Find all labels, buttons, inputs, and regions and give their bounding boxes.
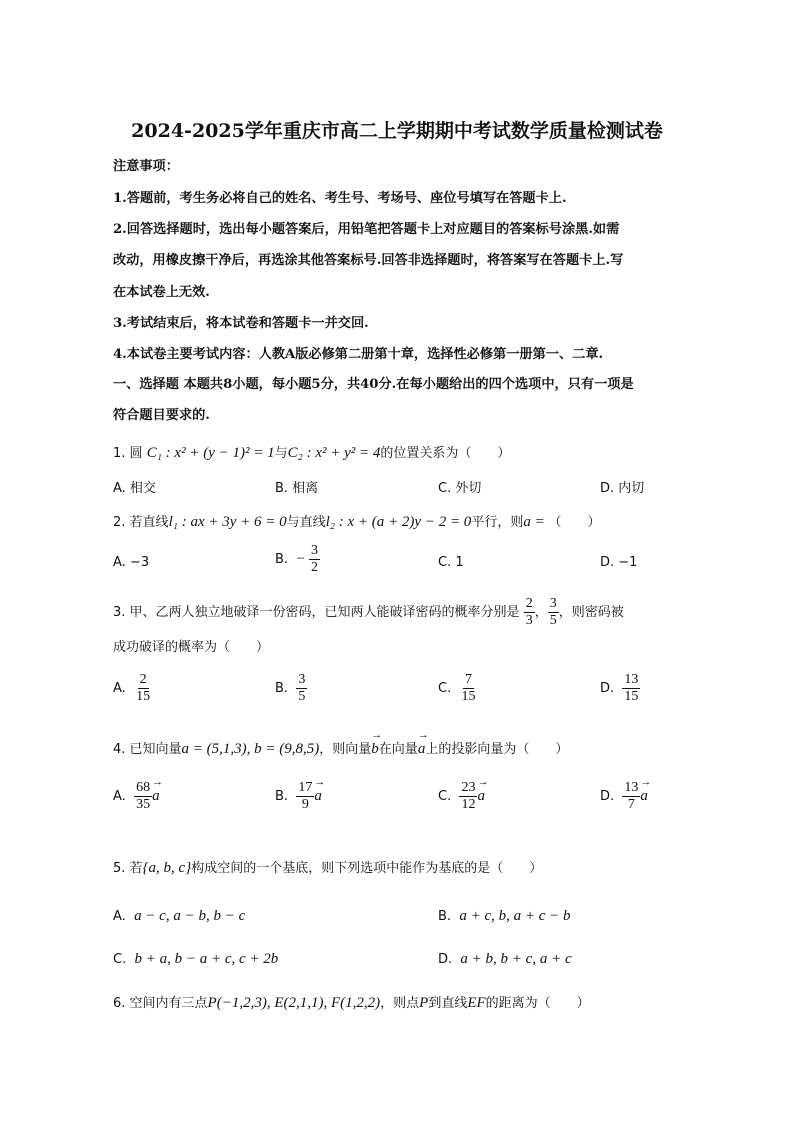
question-1-circle-c2: C₂ : x² + y² = 4 <box>287 445 381 461</box>
option-expression: b + a, b − a + c, c + 2b <box>134 951 279 967</box>
question-3-sep: ， <box>534 605 548 620</box>
question-2-post-1: 平行，则 <box>471 515 524 530</box>
question-4-vectors: a = (5,1,3), b = (9,8,5) <box>181 741 320 757</box>
question-4-vector-b: → b <box>371 741 379 758</box>
option-label: C. <box>438 789 452 804</box>
question-1-mid: 与 <box>274 446 288 461</box>
question-1 <box>113 442 510 462</box>
fraction-denominator: 9 <box>301 797 309 812</box>
notice-item-2-line-1: 2.回答选择题时，选出每小题答案后，用铅笔把答题卡上对应题目的答案标号涂黑.如需 <box>113 222 620 237</box>
fraction-denominator: 7 <box>627 797 635 812</box>
question-6-point-p: P <box>419 995 429 1011</box>
question-6-mid-2: 到直线 <box>428 996 468 1011</box>
option-fraction <box>134 780 152 813</box>
question-4-option-c <box>438 780 485 813</box>
option-fraction <box>296 672 307 705</box>
option-vector-a: → a <box>477 788 485 805</box>
option-label: D. <box>438 952 453 967</box>
question-4-option-d <box>600 780 648 813</box>
question-5-basis: {a, b, c} <box>142 860 192 876</box>
fraction-numerator: 13 <box>624 672 639 687</box>
question-1-option-c: C. 外切 <box>438 481 482 496</box>
question-6 <box>113 992 590 1012</box>
notice-item-3: 3.考试结束后，将本试卷和答题卡一并交回. <box>113 316 369 331</box>
question-2-post-2: （ ） <box>548 515 601 530</box>
option-fraction <box>459 780 477 813</box>
option-label: A. <box>113 909 126 924</box>
option-label: D. <box>600 789 615 804</box>
question-6-mid: ，则点 <box>380 996 420 1011</box>
fraction-denominator: 5 <box>298 689 306 704</box>
question-4-option-b <box>275 780 322 813</box>
question-2-option-b-sign: − <box>296 551 305 567</box>
question-2-option-b-label: B. <box>275 552 289 567</box>
option-vector-a: → a <box>314 788 322 805</box>
question-4-post: 上的投影向量为（ ） <box>425 742 569 757</box>
question-6-post: 的距离为（ ） <box>485 996 590 1011</box>
notice-item-2-line-3: 在本试卷上无效. <box>113 285 210 300</box>
question-1-option-a: A. 相交 <box>113 481 156 496</box>
question-2-option-b <box>275 543 320 576</box>
fraction-numerator: 2 <box>139 672 147 687</box>
question-4-option-a <box>113 780 160 813</box>
question-1-circle-c1: C₁ : x² + (y − 1)² = 1 <box>146 445 275 461</box>
option-label: A. <box>113 681 126 696</box>
option-vector-a: → a <box>152 788 160 805</box>
question-2 <box>113 511 600 531</box>
page-title: 2024-2025学年重庆市高二上学期期中考试数学质量检测试卷 <box>131 120 663 142</box>
option-fraction <box>296 780 314 813</box>
option-label: B. <box>438 909 452 924</box>
option-vector-a: → a <box>640 788 648 805</box>
question-6-pre: 6. 空间内有三点 <box>113 996 208 1011</box>
fraction-numerator: 3 <box>310 543 318 558</box>
fraction-numerator: 23 <box>461 780 476 795</box>
question-3-line-1 <box>113 596 624 629</box>
question-1-pre: 圆 <box>129 446 143 461</box>
question-3-post: ，则密码被 <box>558 605 624 620</box>
question-3-option-d <box>600 672 640 705</box>
question-2-option-d: D. −1 <box>600 555 638 570</box>
option-fraction <box>622 672 640 705</box>
option-expression: a + c, b, a + c − b <box>459 908 571 924</box>
fraction-denominator: 35 <box>136 797 151 812</box>
question-4 <box>113 738 568 758</box>
question-2-mid: 与直线 <box>286 515 326 530</box>
question-3-option-c <box>438 672 477 705</box>
question-3-option-b <box>275 672 307 705</box>
question-3-line-2: 成功破译的概率为（ ） <box>113 640 270 655</box>
question-2-option-c: C. 1 <box>438 555 464 570</box>
fraction-numerator: 2 <box>525 596 533 611</box>
question-2-option-a: A. −3 <box>113 555 150 570</box>
fraction-numerator: 68 <box>136 780 151 795</box>
option-label: C. <box>113 952 127 967</box>
option-fraction <box>622 780 640 813</box>
section-1-line-2: 符合题目要求的. <box>113 408 210 423</box>
question-4-mid-2: 在向量 <box>378 742 418 757</box>
fraction-denominator: 15 <box>461 689 476 704</box>
fraction-denominator: 3 <box>525 613 533 628</box>
question-2-line-l2: l₂ : x + (a + 2)y − 2 = 0 <box>325 514 472 530</box>
option-fraction <box>134 672 152 705</box>
question-2-pre: 若直线 <box>129 515 169 530</box>
question-6-points: P(−1,2,3), E(2,1,1), F(1,2,2) <box>207 995 381 1011</box>
fraction-denominator: 15 <box>624 689 639 704</box>
fraction-numerator: 3 <box>549 596 557 611</box>
fraction-numerator: 3 <box>298 672 306 687</box>
option-expression: a − c, a − b, b − c <box>134 908 246 924</box>
option-label: B. <box>275 681 289 696</box>
question-4-pre: 4. 已知向量 <box>113 742 182 757</box>
question-2-variable: a = <box>523 514 549 530</box>
notice-item-2-line-2: 改动，用橡皮擦干净后，再选涂其他答案标号.回答非选择题时，将答案写在答题卡上.写 <box>113 253 624 268</box>
option-label: C. <box>438 681 452 696</box>
question-1-option-d: D. 内切 <box>600 481 645 496</box>
question-5-option-c <box>113 951 278 968</box>
question-2-option-b-fraction <box>309 543 320 576</box>
question-4-mid-1: ，则向量 <box>319 742 372 757</box>
option-fraction <box>459 672 477 705</box>
fraction-denominator: 12 <box>461 797 476 812</box>
question-4-vector-a: → a <box>418 741 426 758</box>
question-2-line-l1: l₁ : ax + 3y + 6 = 0 <box>168 514 287 530</box>
question-5-option-a <box>113 908 245 925</box>
question-3-option-a <box>113 672 152 705</box>
question-1-number: 1. <box>113 446 126 461</box>
notice-item-1: 1.答题前，考生务必将自己的姓名、考生号、考场号、座位号填写在答题卡上. <box>113 191 567 206</box>
fraction-denominator: 2 <box>310 560 318 575</box>
question-5-option-b <box>438 908 571 925</box>
notice-heading: 注意事项： <box>113 159 179 174</box>
question-2-number: 2. <box>113 515 126 530</box>
question-3-prob-1 <box>524 596 535 629</box>
question-1-option-b: B. 相离 <box>275 481 319 496</box>
question-5-post: 构成空间的一个基底，则下列选项中能作为基底的是（ ） <box>191 861 543 876</box>
fraction-denominator: 5 <box>549 613 557 628</box>
option-label: B. <box>275 789 289 804</box>
question-5-pre: 5. 若 <box>113 861 143 876</box>
notice-item-4: 4.本试卷主要考试内容：人教A版必修第二册第十章，选择性必修第一册第一、二章. <box>113 347 604 362</box>
fraction-numerator: 13 <box>624 780 639 795</box>
question-6-line-ef: EF <box>467 995 486 1011</box>
fraction-denominator: 15 <box>136 689 151 704</box>
question-5 <box>113 857 542 877</box>
option-label: D. <box>600 681 615 696</box>
question-5-option-d <box>438 951 572 968</box>
question-3-prob-2 <box>548 596 559 629</box>
fraction-numerator: 17 <box>298 780 313 795</box>
fraction-numerator: 7 <box>464 672 472 687</box>
section-1-line-1: 一、选择题 本题共8小题，每小题5分，共40分.在每小题给出的四个选项中，只有一项是 <box>113 377 634 392</box>
option-label: A. <box>113 789 126 804</box>
question-3-pre: 3. 甲、乙两人独立地破译一份密码，已知两人能破译密码的概率分别是 <box>113 605 520 620</box>
question-1-post: 的位置关系为（ ） <box>380 446 511 461</box>
option-expression: a + b, b + c, a + c <box>460 951 572 967</box>
